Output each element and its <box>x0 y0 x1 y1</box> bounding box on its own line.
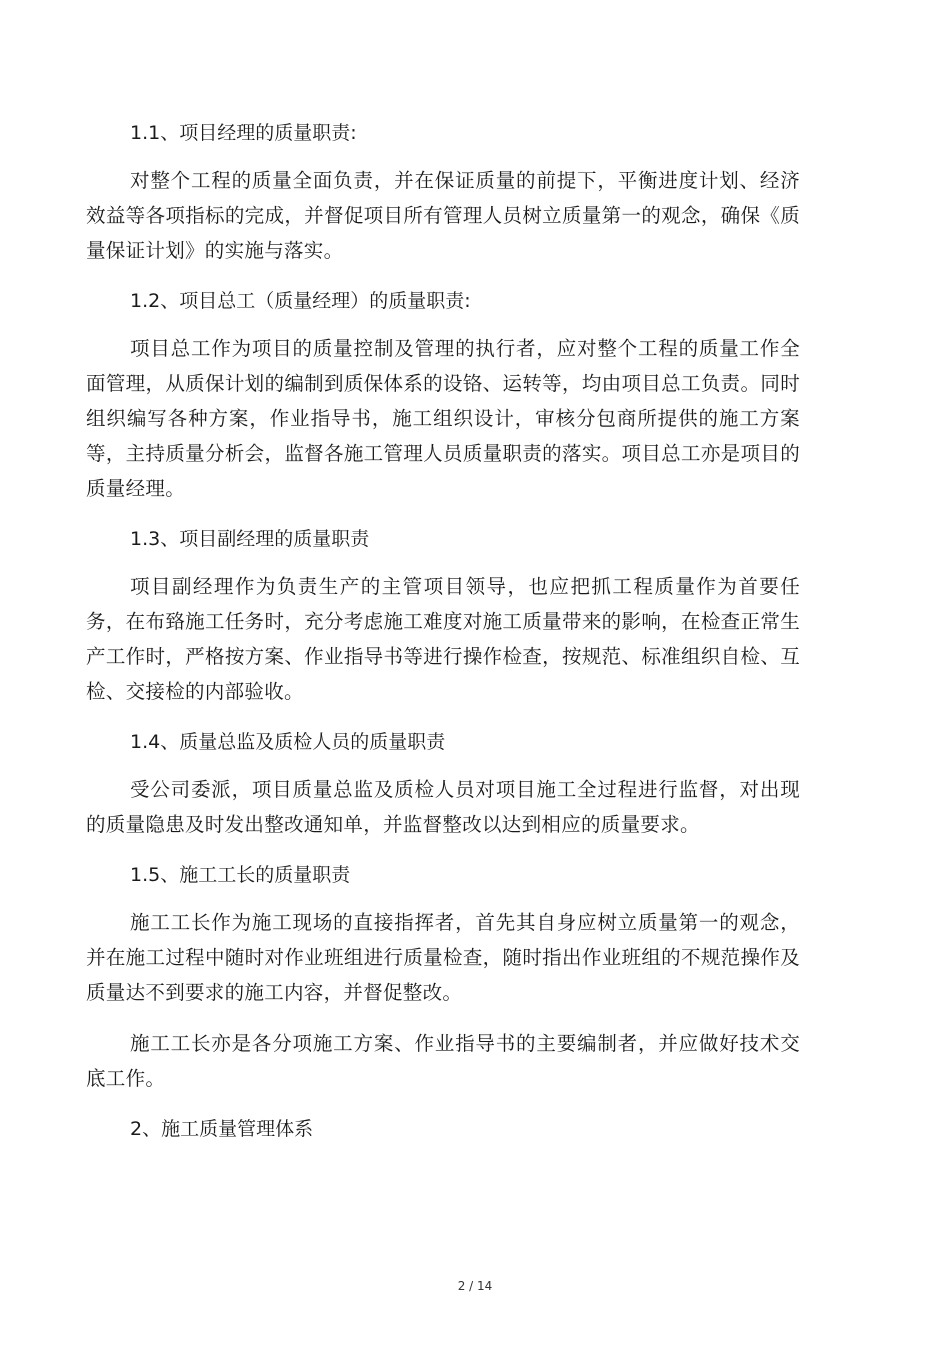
page-number: 2 / 14 <box>457 1279 493 1293</box>
paragraph-1-5-a: 施工工长作为施工现场的直接指挥者，首先其自身应树立质量第一的观念，并在施工过程中随时对作业班组进行质量检查，随时指出作业班组的不规范操作及质量达不到要求的施工内容，并督促整改。 <box>86 911 800 1004</box>
section-heading-1-3: 1.3、项目副经理的质量职责 <box>130 528 370 550</box>
section-heading-1-5: 1.5、施工工长的质量职责 <box>130 864 351 886</box>
document-body <box>86 116 800 1147</box>
paragraph-1-1: 对整个工程的质量全面负责，并在保证质量的前提下，平衡进度计划、经济效益等各项指标的完成，并督促项目所有管理人员树立质量第一的观念，确保《质量保证计划》的实施与落实。 <box>86 169 800 262</box>
section-heading-1-2: 1.2、项目总工（质量经理）的质量职责: <box>130 290 471 312</box>
paragraph-1-3: 项目副经理作为负责生产的主管项目领导，也应把抓工程质量作为首要任务，在布臵施工任务时，充分考虑施工难度对施工质量带来的影响，在检查正常生产工作时，严格按方案、作业指导书等进行操作检查，按规范、标准组织自检、互检、交接检的内部验收。 <box>86 575 800 703</box>
paragraph-1-2: 项目总工作为项目的质量控制及管理的执行者，应对整个工程的质量工作全面管理，从质保计划的编制到质保体系的设铬、运转等，均由项目总工负责。同时组织编写各种方案，作业指导书，施工组织设计，审核分包商所提供的施工方案等，主持质量分析会，监督各施工管理人员质量职责的落实。项目总工亦是项目的质量经理。 <box>86 337 800 500</box>
paragraph-1-5-b: 施工工长亦是各分项施工方案、作业指导书的主要编制者，并应做好技术交底工作。 <box>86 1032 800 1090</box>
section-heading-2: 2、施工质量管理体系 <box>130 1118 314 1140</box>
section-heading-1-1: 1.1、项目经理的质量职责: <box>130 122 357 144</box>
section-heading-1-4: 1.4、质量总监及质检人员的质量职责 <box>130 731 446 753</box>
paragraph-1-4: 受公司委派，项目质量总监及质检人员对项目施工全过程进行监督，对出现的质量隐患及时发出整改通知单，并监督整改以达到相应的质量要求。 <box>86 778 800 836</box>
